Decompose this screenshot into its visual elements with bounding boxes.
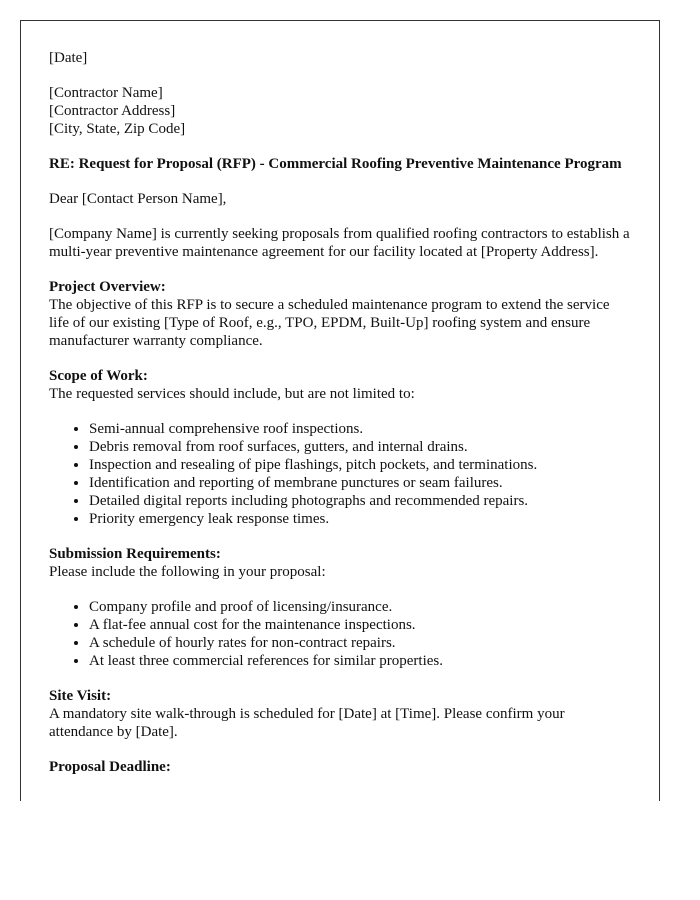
- recipient-block: [49, 84, 631, 138]
- list-item: • Identification and reporting of membrane punctures or seam failures.: [89, 474, 631, 492]
- recipient-name: [Contractor Name]: [49, 85, 163, 101]
- letter-date: [Date]: [49, 50, 88, 66]
- submission-section: [49, 545, 631, 581]
- list-item: • Semi-annual comprehensive roof inspections.: [89, 420, 631, 438]
- list-item: • Debris removal from roof surfaces, gutters, and internal drains.: [89, 438, 631, 456]
- list-item: • Priority emergency leak response times.: [89, 510, 631, 528]
- section-heading: Proposal Deadline:: [49, 759, 171, 775]
- scope-list: [49, 420, 631, 528]
- intro-paragraph: [Company Name] is currently seeking proposals from qualified roofing contractors to establish a multi-year preventive maintenance agreement for our facility located at [Property Address].: [49, 226, 630, 260]
- submission-list: [49, 598, 631, 670]
- recipient-city: [City, State, Zip Code]: [49, 121, 186, 137]
- list-item: • At least three commercial references for similar properties.: [89, 652, 631, 670]
- section-heading: Submission Requirements:: [49, 546, 221, 562]
- letter-page: [20, 20, 660, 801]
- list-item: • Detailed digital reports including photographs and recommended repairs.: [89, 492, 631, 510]
- project-overview-section: [49, 278, 631, 350]
- section-heading: Project Overview:: [49, 279, 166, 295]
- list-item: • Inspection and resealing of pipe flashings, pitch pockets, and terminations.: [89, 456, 631, 474]
- salutation: Dear [Contact Person Name],: [49, 191, 227, 207]
- section-text: The requested services should include, but are not limited to:: [49, 386, 415, 402]
- section-heading: Site Visit:: [49, 688, 112, 704]
- list-item: • Company profile and proof of licensing/insurance.: [89, 598, 631, 616]
- section-text: A mandatory site walk-through is scheduled for [Date] at [Time]. Please confirm your attendance by [Date].: [49, 706, 565, 740]
- section-heading: Scope of Work:: [49, 368, 148, 384]
- section-text: The objective of this RFP is to secure a scheduled maintenance program to extend the service life of our existing [Type of Roof, e.g., TPO, EPDM, Built-Up] roofing system and ensure manufacturer warranty compliance.: [49, 297, 610, 349]
- section-text: Please include the following in your proposal:: [49, 564, 326, 580]
- scope-section: [49, 367, 631, 403]
- deadline-section: [49, 758, 631, 776]
- site-visit-section: [49, 687, 631, 741]
- recipient-address: [Contractor Address]: [49, 103, 176, 119]
- subject-line: RE: Request for Proposal (RFP) - Commercial Roofing Preventive Maintenance Program: [49, 156, 622, 172]
- list-item: • A schedule of hourly rates for non-contract repairs.: [89, 634, 631, 652]
- list-item: • A flat-fee annual cost for the maintenance inspections.: [89, 616, 631, 634]
